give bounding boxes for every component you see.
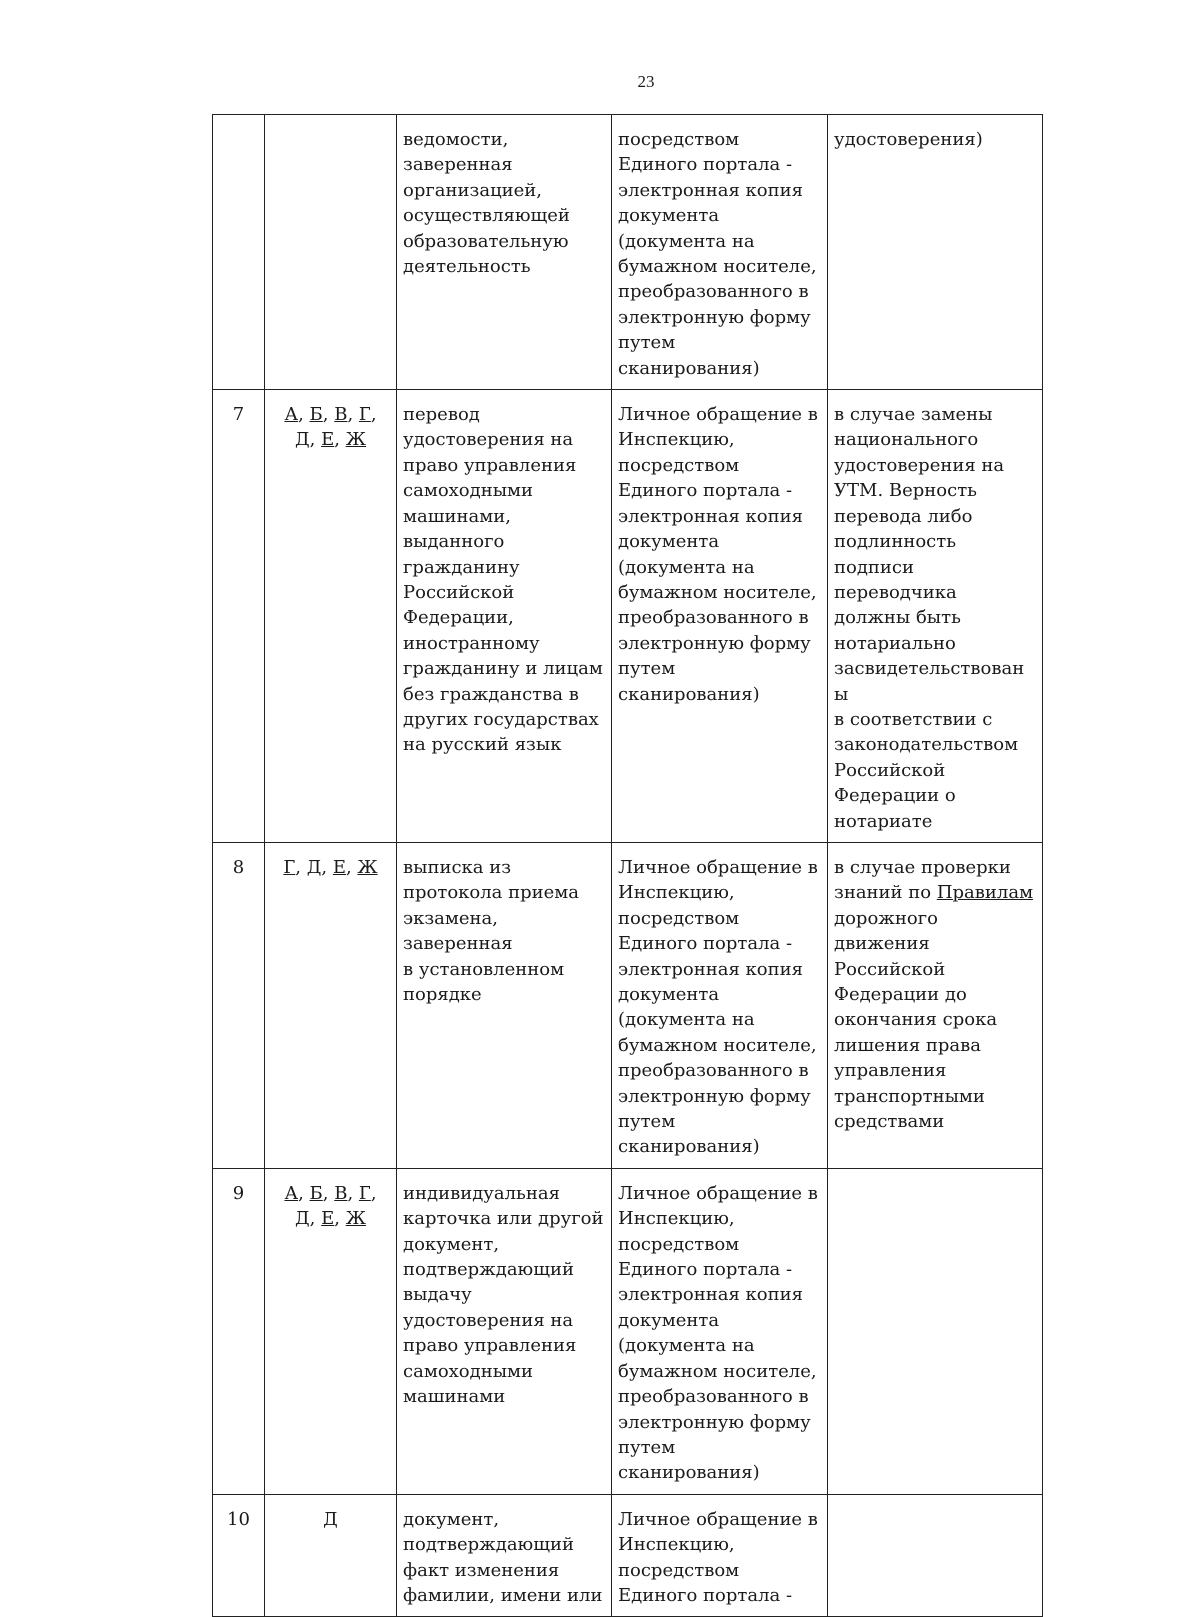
category-links [265, 115, 397, 390]
category-link[interactable]: Г [283, 856, 296, 878]
document-name: документ, подтверждающий факт изменения фамилии, имени или [397, 1494, 612, 1617]
submission-method: Личное обращение в Инспекцию, посредством Единого портала - электронная копия документа (документа на бумажном носителе, преобразованного в электронную форму путем сканирования) [612, 842, 828, 1168]
note [828, 390, 1043, 843]
row-number: 10 [213, 1494, 265, 1617]
note [828, 1168, 1043, 1494]
category-link[interactable]: Д [295, 1208, 310, 1230]
submission-method: Личное обращение в Инспекцию, посредством Единого портала - [612, 1494, 828, 1617]
note-text: в случае замены национального удостоверения на УТМ. Верность перевода либо подлинность подписи переводчика должны быть нотариально засвидетельствованы в соответствии с законодательством Российской Федерации о нотариате [834, 404, 1025, 832]
category-links [265, 1494, 397, 1617]
category-link[interactable]: В [334, 1182, 348, 1204]
note-text: в случае проверки знаний по [834, 856, 1011, 904]
category-link[interactable]: Д [323, 1508, 338, 1530]
category-link[interactable]: Ж [357, 856, 378, 878]
category-link[interactable]: Г [358, 404, 371, 426]
note-text: удостоверения) [834, 129, 983, 150]
category-link[interactable]: Б [309, 404, 323, 426]
category-links: А, Б, В, Г, Д, Е, Ж [265, 1168, 397, 1494]
table-row [213, 390, 1043, 843]
rules-link[interactable]: Правилам [936, 882, 1034, 904]
category-link[interactable]: Ж [345, 429, 366, 451]
note [828, 842, 1043, 1168]
category-link[interactable]: Е [332, 856, 346, 878]
category-link[interactable]: Е [321, 429, 335, 451]
category-link[interactable]: А [284, 1182, 299, 1204]
document-name: перевод удостоверения на право управления самоходными машинами, выданного гражданину Российской Федерации, иностранному гражданину и лицам без гражданства в других государствах на русский язык [397, 390, 612, 843]
table-row [213, 1494, 1043, 1617]
table-row [213, 1168, 1043, 1494]
note [828, 115, 1043, 390]
category-link[interactable]: В [334, 404, 348, 426]
submission-method: посредством Единого портала - электронная копия документа (документа на бумажном носителе, преобразованного в электронную форму путем сканирования) [612, 115, 828, 390]
category-link[interactable]: Д [306, 856, 322, 878]
note [828, 1494, 1043, 1617]
category-links: А, Б, В, Г, Д, Е, Ж [265, 390, 397, 843]
note-text: дорожного движения Российской Федерации до окончания срока лишения права управления транспортными средствами [834, 907, 998, 1133]
documents-table [212, 114, 1043, 1617]
row-number: 7 [213, 390, 265, 843]
page-number: 23 [637, 72, 655, 91]
table-row [213, 115, 1043, 390]
category-link[interactable]: Г [358, 1182, 371, 1204]
document-name: ведомости, заверенная организацией, осуществляющей образовательную деятельность [397, 115, 612, 390]
submission-method: Личное обращение в Инспекцию, посредством Единого портала - электронная копия документа (документа на бумажном носителе, преобразованного в электронную форму путем сканирования) [612, 390, 828, 843]
table-row [213, 842, 1043, 1168]
category-link[interactable]: Ж [345, 1208, 366, 1230]
category-link[interactable]: Б [309, 1182, 323, 1204]
category-links: Г, Д, Е, Ж [265, 842, 397, 1168]
category-link[interactable]: А [284, 404, 299, 426]
document-name: индивидуальная карточка или другой документ, подтверждающий выдачу удостоверения на право управления самоходными машинами [397, 1168, 612, 1494]
row-number: 9 [213, 1168, 265, 1494]
row-number [213, 115, 265, 390]
category-link[interactable]: Е [321, 1208, 335, 1230]
document-name: выписка из протокола приема экзамена, заверенная в установленном порядке [397, 842, 612, 1168]
category-link[interactable]: Д [295, 429, 310, 451]
submission-method: Личное обращение в Инспекцию, посредством Единого портала - электронная копия документа (документа на бумажном носителе, преобразованного в электронную форму путем сканирования) [612, 1168, 828, 1494]
row-number: 8 [213, 842, 265, 1168]
